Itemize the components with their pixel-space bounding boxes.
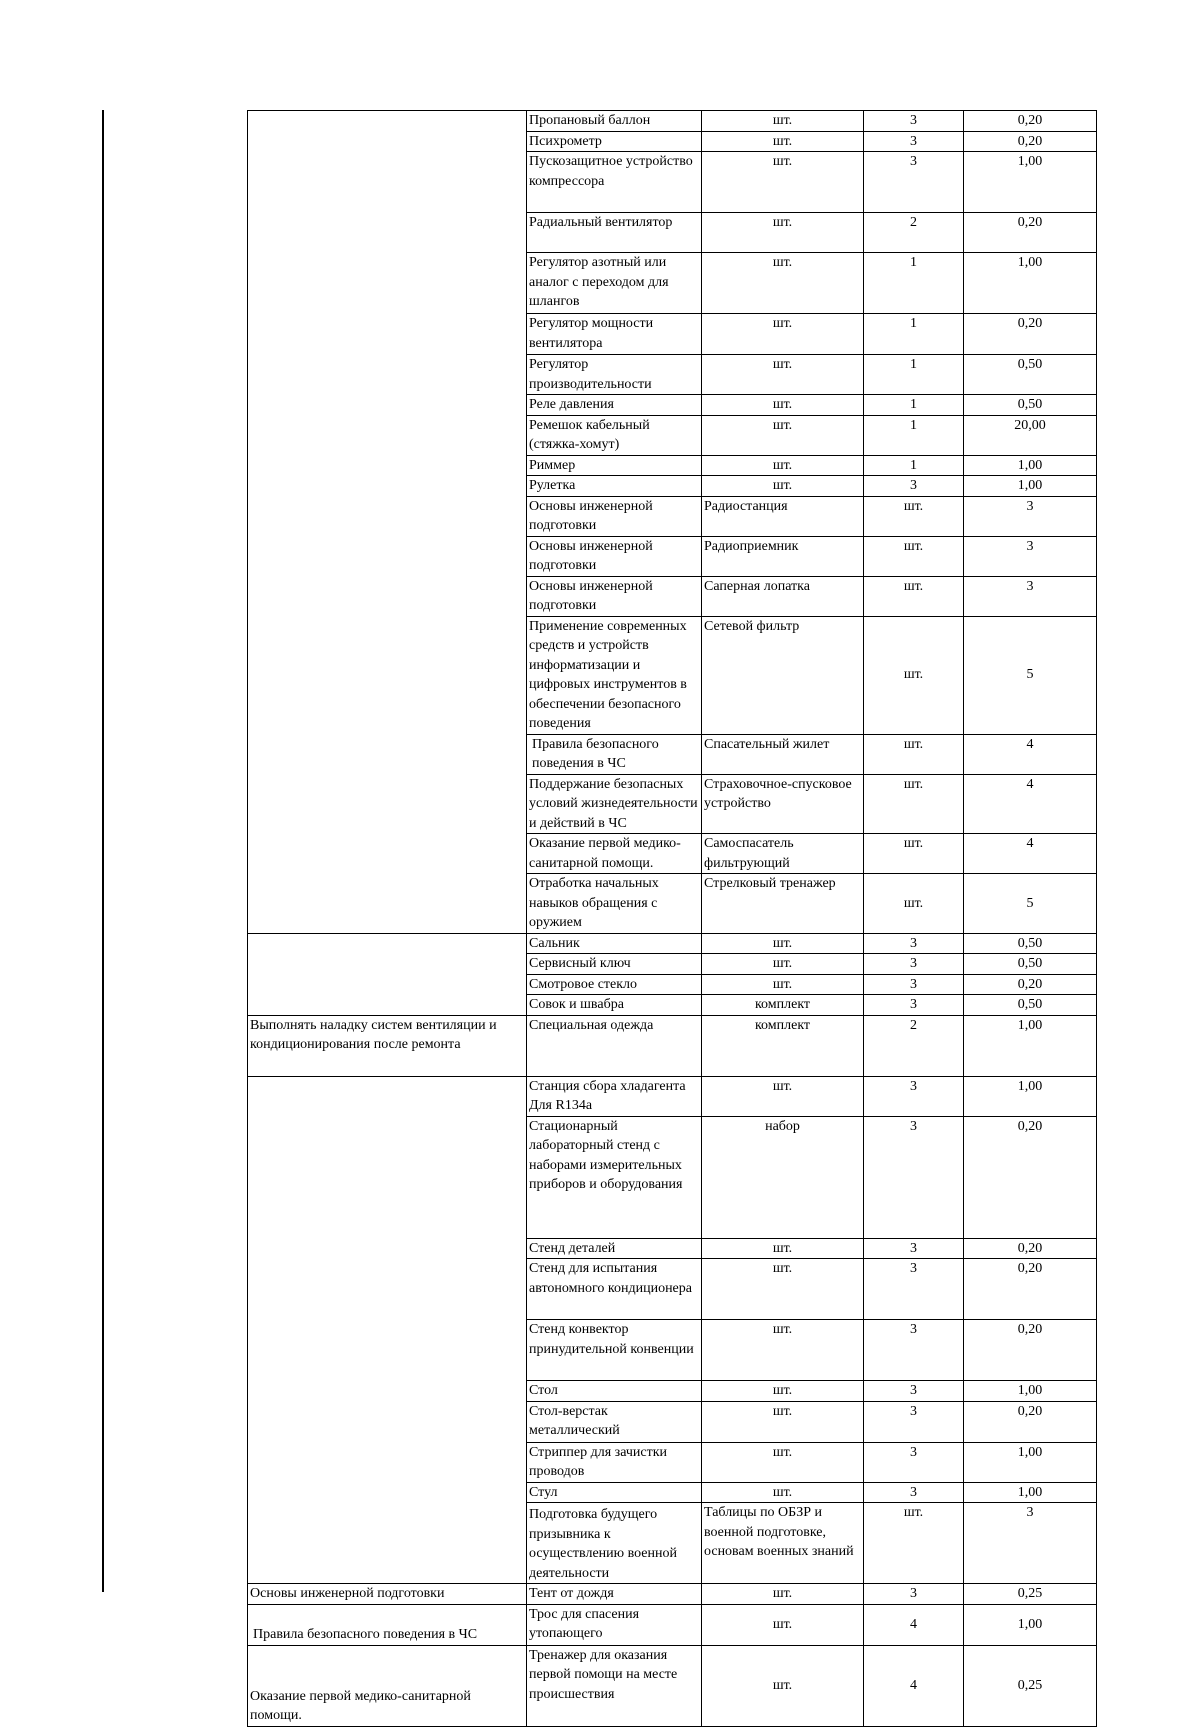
norm-cell: 0,20 [964, 1320, 1097, 1381]
unit-cell: шт. [702, 152, 864, 213]
item-name-cell: Самоспасатель фильтрующий [702, 834, 864, 874]
norm-cell: 0,20 [964, 111, 1097, 132]
quantity-cell: 5 [964, 616, 1097, 734]
quantity-cell: 3 [864, 1442, 964, 1482]
norm-cell: 1,00 [964, 1076, 1097, 1116]
section-cell: Применение современных средств и устройств информатизации и цифровых инструментов в обеспечении безопасного поведения [527, 616, 702, 734]
item-name-cell: Стол [527, 1381, 702, 1402]
norm-cell: 1,00 [964, 1604, 1097, 1645]
unit-cell: шт. [702, 1584, 864, 1605]
table-row [248, 1076, 1097, 1116]
section-cell: Правила безопасного поведения в ЧС [527, 734, 702, 774]
item-name-cell: Радиоприемник [702, 536, 864, 576]
quantity-cell: 3 [864, 1320, 964, 1381]
item-name-cell: Реле давления [527, 395, 702, 416]
section-cell: Основы инженерной подготовки [248, 1584, 527, 1605]
item-name-cell: Стенд деталей [527, 1238, 702, 1259]
unit-cell: шт. [702, 1381, 864, 1402]
quantity-cell: 3 [964, 1503, 1097, 1584]
item-name-cell: Стенд для испытания автономного кондиционера [527, 1259, 702, 1320]
quantity-cell: 3 [864, 1259, 964, 1320]
item-name-cell: Тренажер для оказания первой помощи на месте происшествия [527, 1645, 702, 1726]
section-cell [248, 111, 527, 934]
section-cell [248, 1076, 527, 1584]
section-cell: Подготовка будущего призывника к осуществлению военной деятельности [527, 1503, 702, 1584]
unit-cell: набор [702, 1116, 864, 1238]
unit-cell: шт. [702, 1604, 864, 1645]
item-name-cell: Регулятор мощности вентилятора [527, 314, 702, 355]
unit-cell: шт. [702, 476, 864, 497]
quantity-cell: 3 [964, 576, 1097, 616]
quantity-cell: 3 [864, 974, 964, 995]
item-name-cell: Рулетка [527, 476, 702, 497]
quantity-cell: 3 [864, 1116, 964, 1238]
quantity-cell: 4 [964, 734, 1097, 774]
item-name-cell: Стул [527, 1482, 702, 1503]
section-cell: Поддержание безопасных условий жизнедеятельности и действий в ЧС [527, 774, 702, 834]
left-margin-rule [102, 110, 104, 1592]
item-name-cell: Специальная одежда [527, 1015, 702, 1076]
quantity-cell: 3 [864, 995, 964, 1016]
section-cell: Выполнять наладку систем вентиляции и кондиционирования после ремонта [248, 1015, 527, 1076]
unit-cell: шт. [864, 834, 964, 874]
item-name-cell: Пускозащитное устройство компрессора [527, 152, 702, 213]
unit-cell: шт. [702, 933, 864, 954]
unit-cell: шт. [702, 954, 864, 975]
norm-cell: 0,25 [964, 1584, 1097, 1605]
item-name-cell: Спасательный жилет [702, 734, 864, 774]
norm-cell: 20,00 [964, 415, 1097, 455]
item-name-cell: Радиостанция [702, 496, 864, 536]
item-name-cell: Саперная лопатка [702, 576, 864, 616]
quantity-cell: 3 [964, 496, 1097, 536]
item-name-cell: Психрометр [527, 131, 702, 152]
item-name-cell: Тент от дождя [527, 1584, 702, 1605]
item-name-cell: Таблицы по ОБЗР и военной подготовке, основам военных знаний [702, 1503, 864, 1584]
unit-cell: шт. [702, 314, 864, 355]
item-name-cell: Риммер [527, 455, 702, 476]
unit-cell: шт. [702, 455, 864, 476]
unit-cell: шт. [864, 576, 964, 616]
unit-cell: комплект [702, 995, 864, 1016]
unit-cell: шт. [702, 1401, 864, 1442]
table-row [248, 1584, 1097, 1605]
norm-cell: 0,20 [964, 1259, 1097, 1320]
item-name-cell: Пропановый баллон [527, 111, 702, 132]
item-name-cell: Регулятор производительности [527, 355, 702, 395]
quantity-cell: 3 [864, 1401, 964, 1442]
unit-cell: шт. [864, 874, 964, 934]
equipment-table [247, 110, 1097, 1727]
quantity-cell: 1 [864, 314, 964, 355]
item-name-cell: Регулятор азотный или аналог с переходом для шлангов [527, 253, 702, 314]
item-name-cell: Стрелковый тренажер [702, 874, 864, 934]
quantity-cell: 3 [964, 536, 1097, 576]
norm-cell: 1,00 [964, 1015, 1097, 1076]
norm-cell: 0,20 [964, 1238, 1097, 1259]
unit-cell: комплект [702, 1015, 864, 1076]
norm-cell: 1,00 [964, 1482, 1097, 1503]
unit-cell: шт. [702, 1076, 864, 1116]
item-name-cell: Страховочное-спусковое устройство [702, 774, 864, 834]
norm-cell: 0,20 [964, 213, 1097, 253]
norm-cell: 0,50 [964, 395, 1097, 416]
norm-cell: 0,50 [964, 355, 1097, 395]
unit-cell: шт. [702, 974, 864, 995]
table-row [248, 933, 1097, 954]
norm-cell: 1,00 [964, 253, 1097, 314]
quantity-cell: 3 [864, 1482, 964, 1503]
norm-cell: 0,20 [964, 1401, 1097, 1442]
quantity-cell: 4 [864, 1604, 964, 1645]
item-name-cell: Радиальный вентилятор [527, 213, 702, 253]
unit-cell: шт. [702, 1320, 864, 1381]
item-name-cell: Совок и швабра [527, 995, 702, 1016]
item-name-cell: Станция сбора хладагента Для R134a [527, 1076, 702, 1116]
norm-cell: 0,25 [964, 1645, 1097, 1726]
unit-cell: шт. [702, 111, 864, 132]
unit-cell: шт. [864, 1503, 964, 1584]
quantity-cell: 4 [964, 774, 1097, 834]
quantity-cell: 3 [864, 1238, 964, 1259]
quantity-cell: 4 [864, 1645, 964, 1726]
quantity-cell: 3 [864, 111, 964, 132]
item-name-cell: Стриппер для зачистки проводов [527, 1442, 702, 1482]
section-cell: Основы инженерной подготовки [527, 496, 702, 536]
norm-cell: 1,00 [964, 455, 1097, 476]
unit-cell: шт. [702, 213, 864, 253]
item-name-cell: Сальник [527, 933, 702, 954]
norm-cell: 1,00 [964, 476, 1097, 497]
section-cell: Оказание первой медико-санитарной помощи. [248, 1645, 527, 1726]
norm-cell: 0,50 [964, 954, 1097, 975]
unit-cell: шт. [702, 1259, 864, 1320]
section-cell: Отработка начальных навыков обращения с оружием [527, 874, 702, 934]
unit-cell: шт. [702, 415, 864, 455]
quantity-cell: 1 [864, 253, 964, 314]
item-name-cell: Стационарный лабораторный стенд с наборами измерительных приборов и оборудования [527, 1116, 702, 1238]
norm-cell: 0,20 [964, 974, 1097, 995]
unit-cell: шт. [864, 774, 964, 834]
unit-cell: шт. [702, 355, 864, 395]
norm-cell: 0,20 [964, 131, 1097, 152]
quantity-cell: 1 [864, 355, 964, 395]
quantity-cell: 3 [864, 1076, 964, 1116]
quantity-cell: 4 [964, 834, 1097, 874]
unit-cell: шт. [702, 1645, 864, 1726]
quantity-cell: 2 [864, 213, 964, 253]
quantity-cell: 1 [864, 415, 964, 455]
item-name-cell: Смотровое стекло [527, 974, 702, 995]
unit-cell: шт. [864, 734, 964, 774]
item-name-cell: Ремешок кабельный (стяжка-хомут) [527, 415, 702, 455]
unit-cell: шт. [702, 1482, 864, 1503]
quantity-cell: 3 [864, 954, 964, 975]
norm-cell: 0,20 [964, 314, 1097, 355]
quantity-cell: 3 [864, 1584, 964, 1605]
unit-cell: шт. [864, 536, 964, 576]
quantity-cell: 1 [864, 395, 964, 416]
section-cell: Оказание первой медико-санитарной помощи. [527, 834, 702, 874]
table-row [248, 111, 1097, 132]
section-cell: Основы инженерной подготовки [527, 536, 702, 576]
quantity-cell: 3 [864, 933, 964, 954]
section-cell: Основы инженерной подготовки [527, 576, 702, 616]
item-name-cell: Трос для спасения утопающего [527, 1604, 702, 1645]
quantity-cell: 1 [864, 455, 964, 476]
quantity-cell: 5 [964, 874, 1097, 934]
item-name-cell: Сетевой фильтр [702, 616, 864, 734]
table-row [248, 1015, 1097, 1076]
quantity-cell: 3 [864, 476, 964, 497]
norm-cell: 1,00 [964, 1381, 1097, 1402]
unit-cell: шт. [702, 1238, 864, 1259]
unit-cell: шт. [702, 131, 864, 152]
equipment-table-body [248, 111, 1097, 1727]
item-name-cell: Стенд конвектор принудительной конвенции [527, 1320, 702, 1381]
quantity-cell: 3 [864, 131, 964, 152]
unit-cell: шт. [702, 395, 864, 416]
section-cell [248, 933, 527, 1015]
item-name-cell: Сервисный ключ [527, 954, 702, 975]
norm-cell: 1,00 [964, 1442, 1097, 1482]
unit-cell: шт. [864, 616, 964, 734]
norm-cell: 0,50 [964, 995, 1097, 1016]
item-name-cell: Стол-верстак металлический [527, 1401, 702, 1442]
norm-cell: 0,50 [964, 933, 1097, 954]
table-row [248, 1604, 1097, 1645]
norm-cell: 0,20 [964, 1116, 1097, 1238]
unit-cell: шт. [702, 1442, 864, 1482]
table-row [248, 1645, 1097, 1726]
norm-cell: 1,00 [964, 152, 1097, 213]
quantity-cell: 3 [864, 1381, 964, 1402]
quantity-cell: 2 [864, 1015, 964, 1076]
unit-cell: шт. [864, 496, 964, 536]
quantity-cell: 3 [864, 152, 964, 213]
unit-cell: шт. [702, 253, 864, 314]
section-cell: Правила безопасного поведения в ЧС [248, 1604, 527, 1645]
